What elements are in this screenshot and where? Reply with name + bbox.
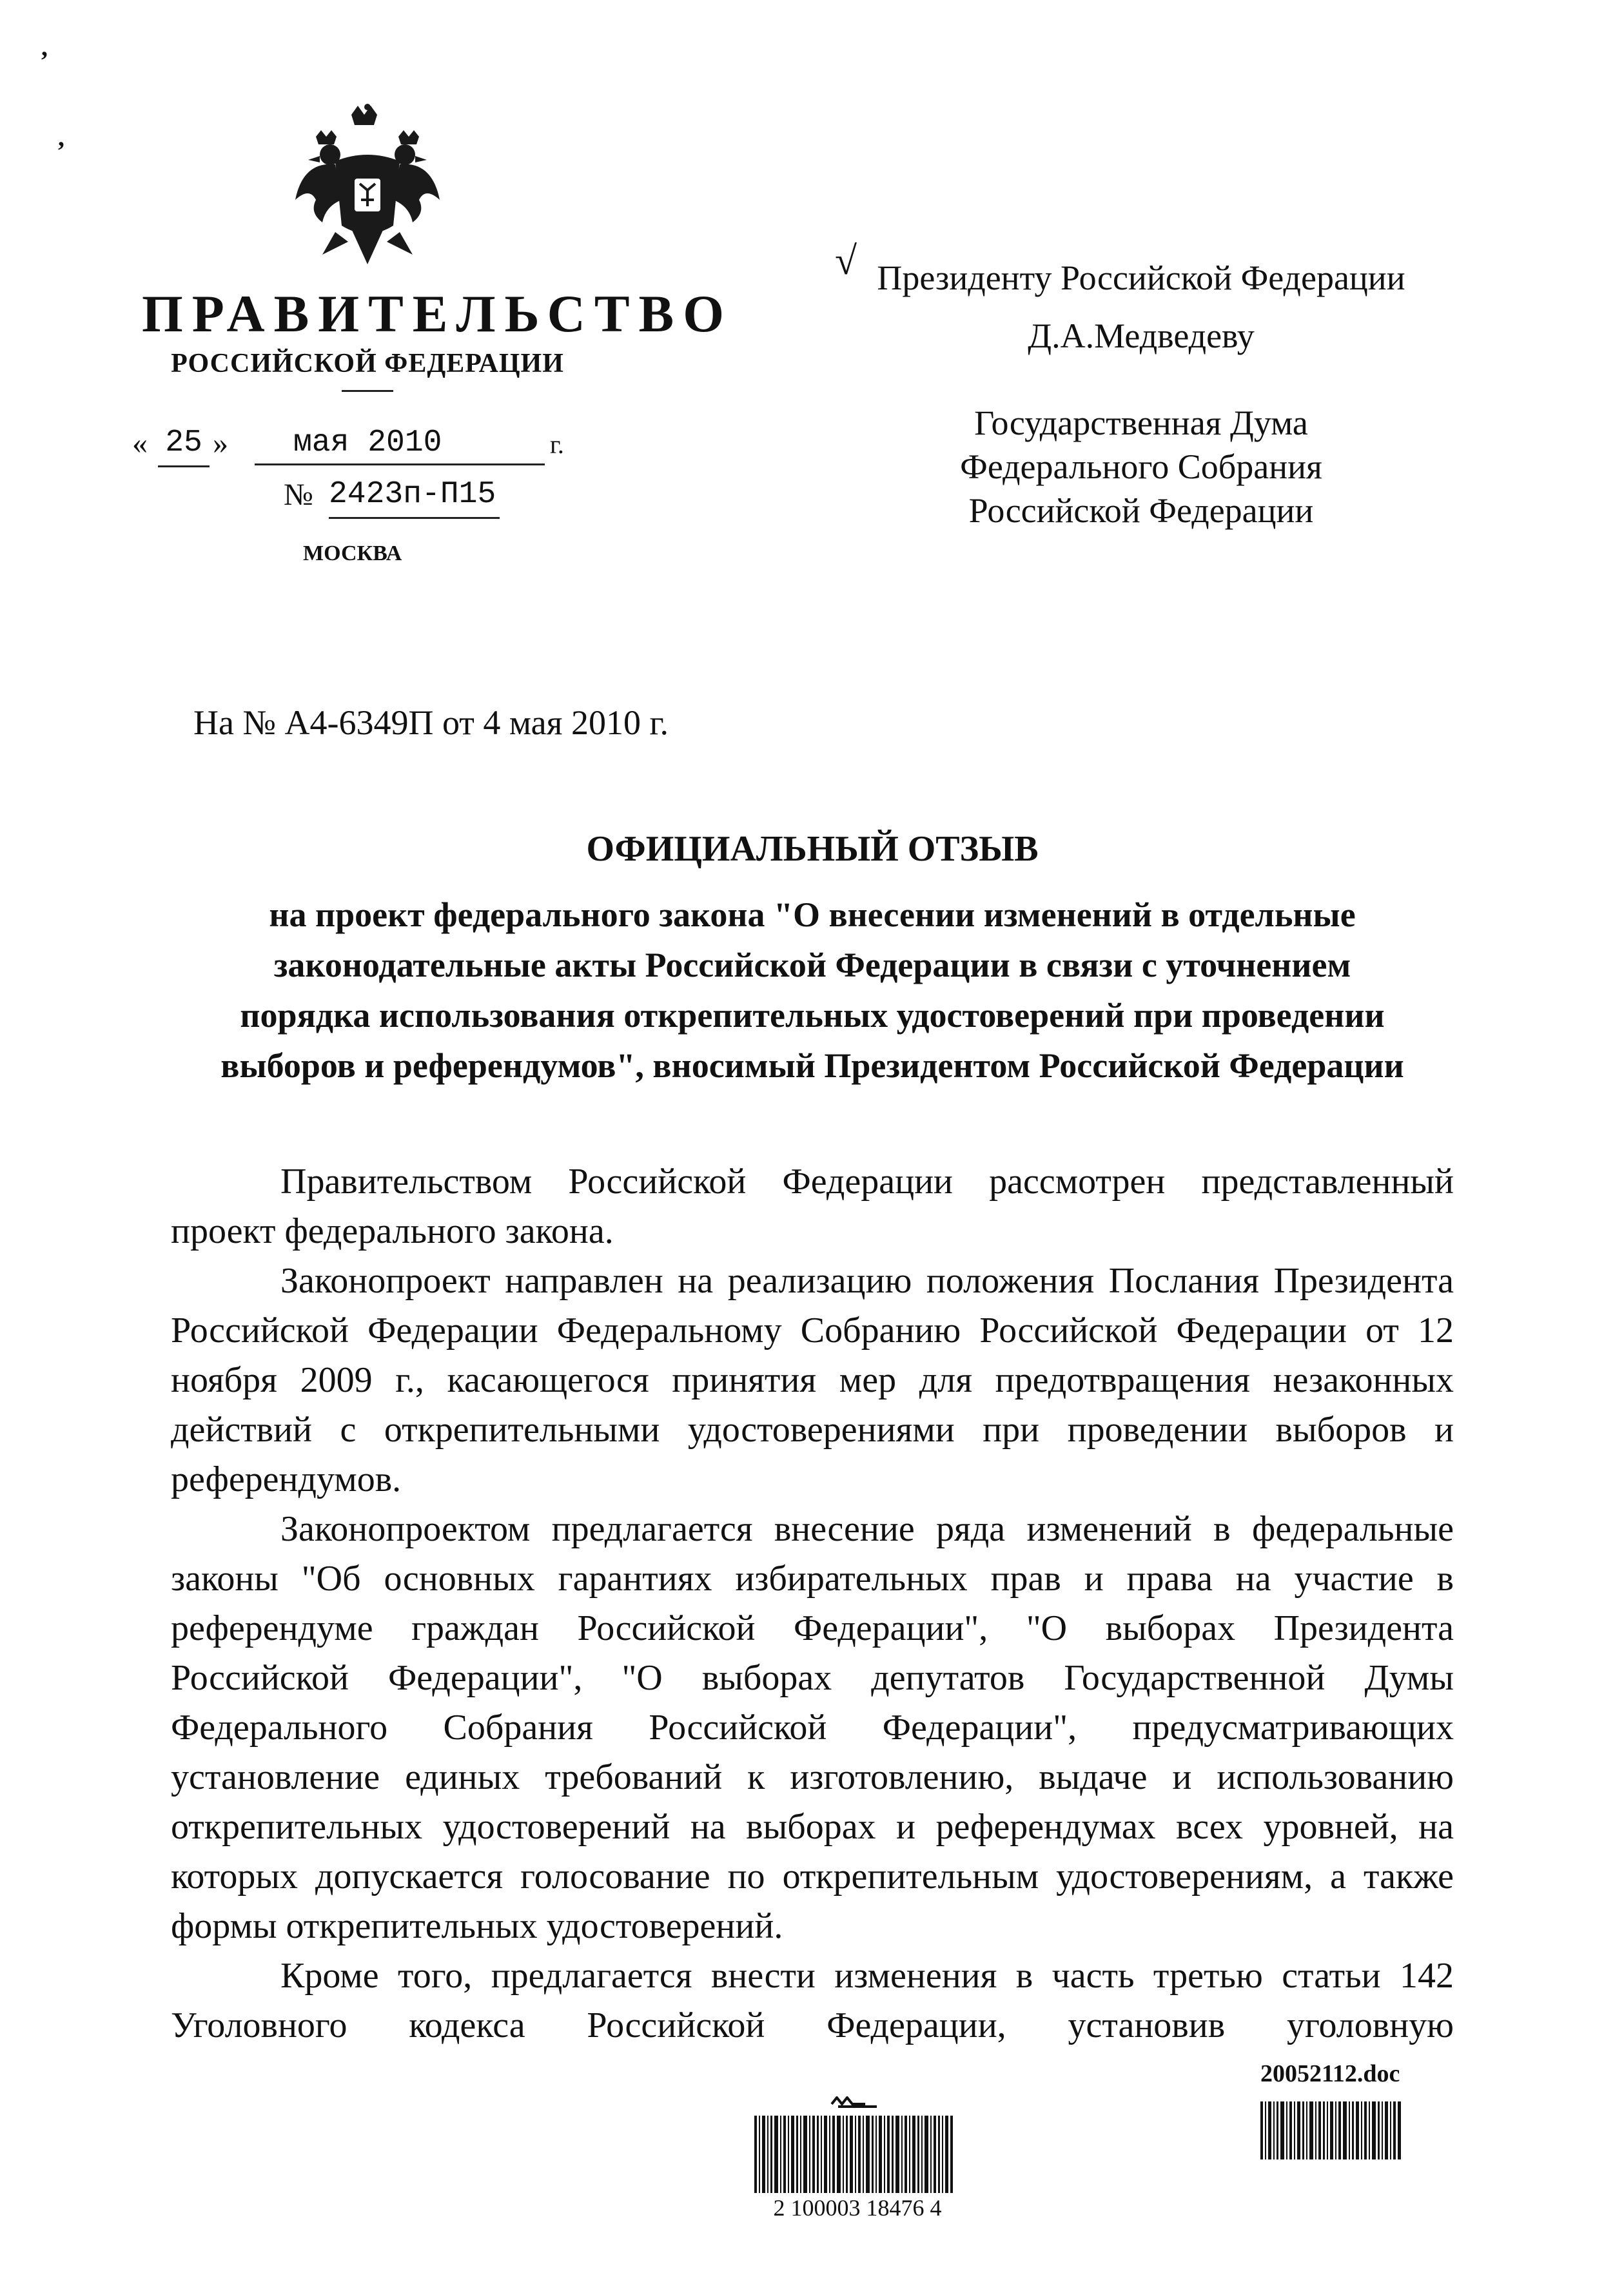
barcode-number: 2 100003 18476 4 [773,2195,942,2221]
addressee-line: Государственная Дума [974,404,1308,442]
document-subtitle [168,890,1457,1091]
date-month-year: мая 2010 [255,425,545,465]
document-title: ОФИЦИАЛЬНЫЙ ОТЗЫВ [586,829,1039,869]
state-emblem-icon [290,103,445,271]
barcode-icon [754,2096,954,2193]
barcode-icon [1260,2095,1402,2159]
file-name: 20052112.doc [1260,2060,1400,2087]
number-prefix: № [284,478,313,512]
date-year-suffix: г. [550,430,564,459]
body-paragraph: Законопроект направлен на реализацию положения Послания Президента Российской Федерации Федеральному Собранию Российской Федерации от 12 ноября 2009 г., касающегося принятия мер для предотвращения незаконных действий с открепительными удостоверениями при проведении выборов и референдумов. [171,1261,1454,1499]
organization-subtitle: РОССИЙСКОЙ ФЕДЕРАЦИИ [171,349,564,378]
city-name: МОСКВА [303,541,402,565]
subtitle-line: порядка использования открепительных удостоверений при проведении [240,996,1385,1035]
date-day: 25 [158,425,210,467]
body-paragraph: Правительством Российской Федерации рассмотрен представленный проект федерального закона. [171,1162,1454,1251]
number-value: 2423п-П15 [329,477,500,519]
check-mark-icon: √ [835,239,857,283]
margin-mark: ’ [57,136,66,165]
reference-number: На № А4-6349П от 4 мая 2010 г. [193,703,669,742]
document-number [284,477,542,522]
addressee-line: Федерального Собрания [960,447,1322,486]
addressee-line: Д.А.Медведеву [1028,317,1255,355]
body-paragraph: Законопроектом предлагается внесение ряда изменений в федеральные законы "Об основных гарантиях избирательных прав и права на участие в референдуме граждан Российской Федерации", "О выборах Президента Российской Федерации", "О выборах депутатов Государственной Думы Федерального Собрания Российской Федерации", предусматривающих установление единых требований к изготовлению, выдаче и использованию открепительных удостоверений на выборах и референдумах всех уровней, на которых допускается голосование по открепительным удостоверениям, а также формы открепительных удостоверений. [171,1509,1454,1946]
subtitle-line: законодательные акты Российской Федерации в связи с уточнением [273,946,1351,984]
document-date [132,425,583,471]
date-open-quote: « [132,426,148,460]
subtitle-line: на проект федерального закона "О внесении изменений в отдельные [269,895,1356,934]
letterhead-divider [342,390,393,392]
organization-title: ПРАВИТЕЛЬСТВО [142,284,734,343]
document-body [171,1157,1454,2051]
addressee-line: Президенту Российской Федерации [877,258,1405,297]
addressee-line: Российской Федерации [968,491,1314,530]
body-paragraph: Кроме того, предлагается внести изменения в часть третью статьи 142 Уголовного кодекса Российской Федерации, установив уголовную [171,1956,1454,2045]
margin-mark: ’ [40,46,49,75]
subtitle-line: выборов и референдумов", вносимый Президентом Российской Федерации [220,1046,1404,1085]
date-close-quote: » [213,426,228,460]
